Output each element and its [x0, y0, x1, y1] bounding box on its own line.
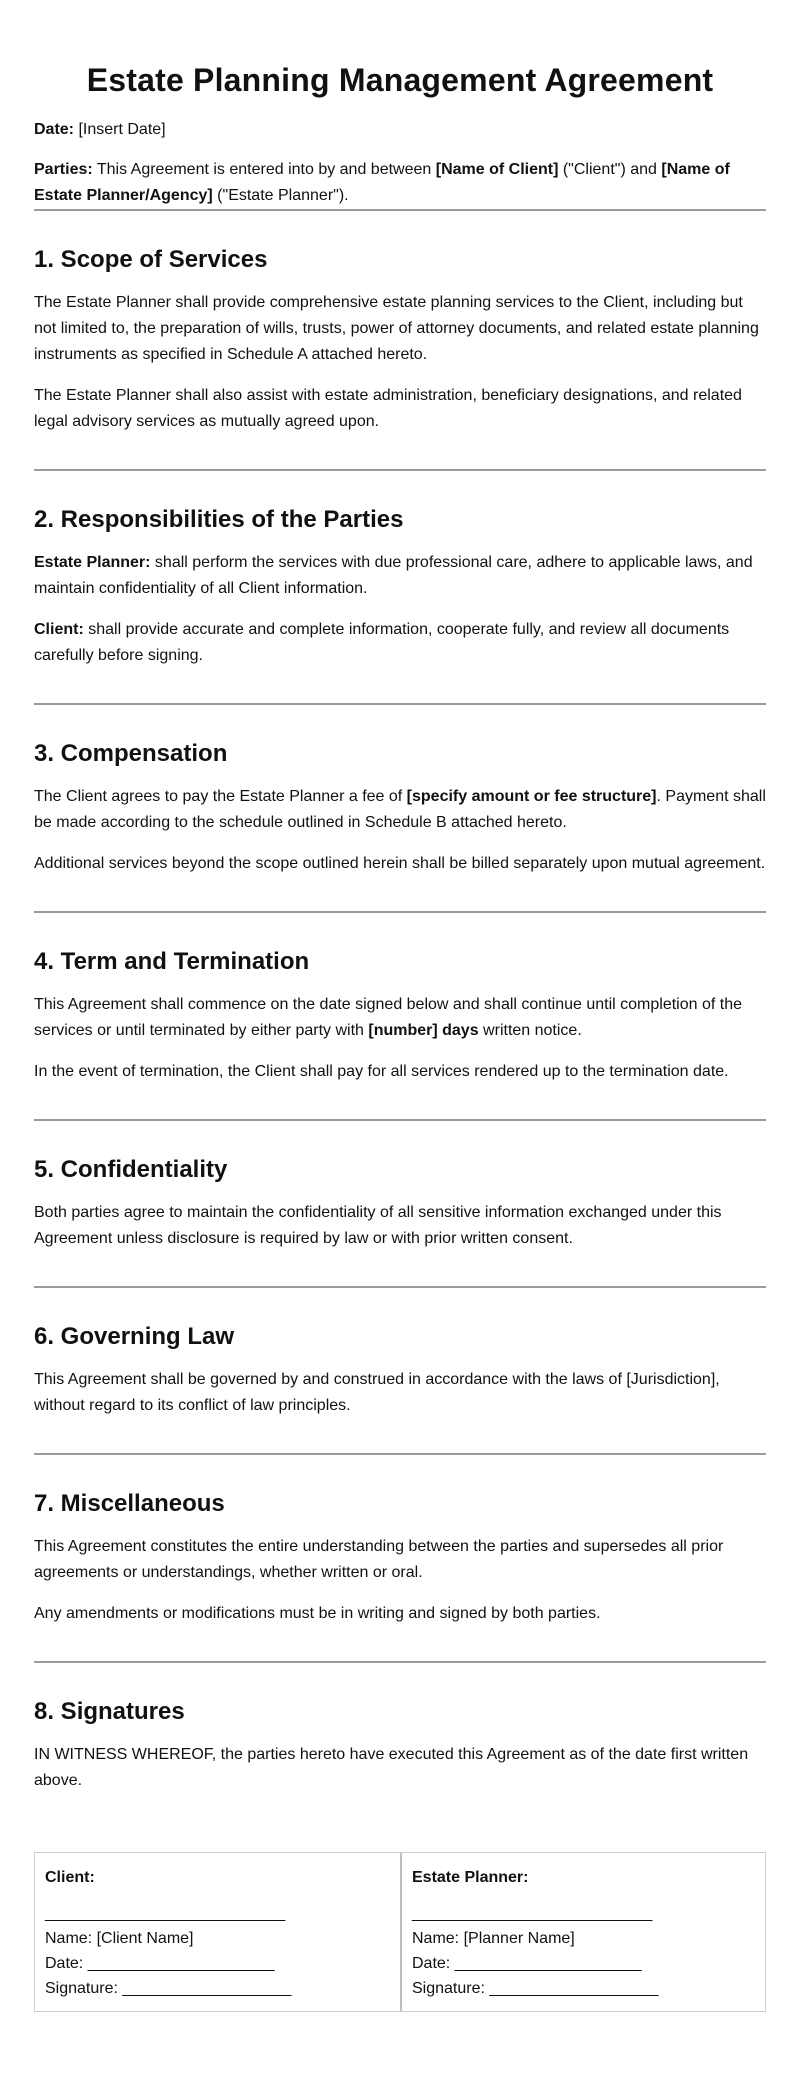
client-label: Client: — [34, 621, 84, 638]
section-miscellaneous — [34, 1455, 766, 1661]
section-paragraph: IN WITNESS WHEREOF, the parties hereto have executed this Agreement as of the date first written above. — [34, 1746, 749, 1789]
date-label: Date: — [34, 121, 75, 138]
planner-signature-line: ___________________________ — [412, 1905, 653, 1922]
estate-planner-responsibility: shall perform the services with due professional care, adhere to applicable laws, and maintain confidentiality of all Client information. — [34, 554, 753, 597]
term-text-b: written notice. — [478, 1022, 582, 1039]
section-term-and-termination — [34, 913, 766, 1119]
section-heading: 2. Responsibilities of the Parties — [34, 506, 404, 533]
parties-text-3: ("Estate Planner"). — [212, 187, 349, 204]
section-heading: 6. Governing Law — [34, 1323, 235, 1350]
fee-placeholder: [specify amount or fee structure] — [406, 788, 657, 805]
section-heading: 3. Compensation — [34, 740, 228, 767]
section-paragraph — [34, 617, 766, 669]
section-paragraph — [34, 992, 766, 1044]
document-title: Estate Planning Management Agreement — [86, 62, 714, 98]
compensation-text-b: . Payment shall be made according to the schedule outlined in Schedule B attached hereto. — [34, 788, 766, 831]
section-signatures — [34, 1663, 766, 1794]
estate-planner-label: Estate Planner: — [34, 554, 151, 571]
parties-line — [34, 157, 766, 209]
client-signature-title: Client: — [45, 1869, 95, 1886]
client-signature-line: ___________________________ — [45, 1905, 286, 1922]
parties-text-2: ("Client") and — [558, 161, 662, 178]
section-heading: 8. Signatures — [34, 1698, 185, 1725]
notice-days-placeholder: [number] days — [368, 1022, 479, 1039]
section-paragraph: Both parties agree to maintain the confidentiality of all sensitive information exchanged under this Agreement unless disclosure is required by law or with prior written consent. — [34, 1204, 722, 1247]
section-paragraph: This Agreement constitutes the entire understanding between the parties and supersedes all prior agreements or understandings, whether written or oral. — [34, 1538, 724, 1581]
date-line — [34, 117, 766, 143]
section-confidentiality — [34, 1121, 766, 1286]
section-scope-of-services — [34, 211, 766, 469]
section-paragraph — [34, 550, 766, 602]
compensation-text-a: The Client agrees to pay the Estate Planner a fee of — [34, 788, 407, 805]
section-compensation — [34, 705, 766, 911]
client-date-line: Date: _____________________ — [45, 1955, 275, 1972]
section-heading: 1. Scope of Services — [34, 246, 268, 273]
date-value: [Insert Date] — [78, 121, 166, 138]
section-paragraph: The Estate Planner shall provide comprehensive estate planning services to the Client, including but not limited to, the preparation of wills, trusts, power of attorney documents, and related estate planning instruments as specified in Schedule A attached hereto. — [34, 294, 759, 363]
planner-name-placeholder: [Name of Estate Planner/Agency] — [34, 161, 730, 204]
planner-name-line: Name: [Planner Name] — [412, 1930, 575, 1947]
section-paragraph: Any amendments or modifications must be in writing and signed by both parties. — [34, 1605, 601, 1622]
section-paragraph: The Estate Planner shall also assist with estate administration, beneficiary designations, and related legal advisory services as mutually agreed upon. — [34, 387, 742, 430]
client-name-placeholder: [Name of Client] — [435, 161, 559, 178]
section-governing-law — [34, 1288, 766, 1453]
section-heading: 4. Term and Termination — [34, 948, 310, 975]
planner-signature-field: Signature: ___________________ — [412, 1980, 659, 1997]
section-heading: 7. Miscellaneous — [34, 1490, 225, 1517]
parties-text-1: This Agreement is entered into by and between — [96, 161, 436, 178]
section-paragraph: This Agreement shall be governed by and construed in accordance with the laws of [Jurisdiction], without regard to its conflict of law principles. — [34, 1371, 720, 1414]
client-signature-block — [35, 1853, 400, 2011]
signature-table — [34, 1852, 766, 2012]
planner-signature-title: Estate Planner: — [412, 1869, 529, 1886]
planner-date-line: Date: _____________________ — [412, 1955, 642, 1972]
client-name-line: Name: [Client Name] — [45, 1930, 194, 1947]
term-text-a: This Agreement shall commence on the date signed below and shall continue until completion of the services or until terminated by either party with — [34, 996, 742, 1039]
section-responsibilities — [34, 471, 766, 703]
section-paragraph — [34, 784, 766, 836]
section-heading: 5. Confidentiality — [34, 1156, 228, 1183]
planner-signature-block — [400, 1853, 765, 2011]
client-signature-field: Signature: ___________________ — [45, 1980, 292, 1997]
section-paragraph: Additional services beyond the scope outlined herein shall be billed separately upon mutual agreement. — [34, 855, 766, 872]
section-paragraph: In the event of termination, the Client shall pay for all services rendered up to the termination date. — [34, 1063, 729, 1080]
parties-label: Parties: — [34, 161, 93, 178]
client-responsibility: shall provide accurate and complete information, cooperate fully, and review all documents carefully before signing. — [34, 621, 730, 664]
